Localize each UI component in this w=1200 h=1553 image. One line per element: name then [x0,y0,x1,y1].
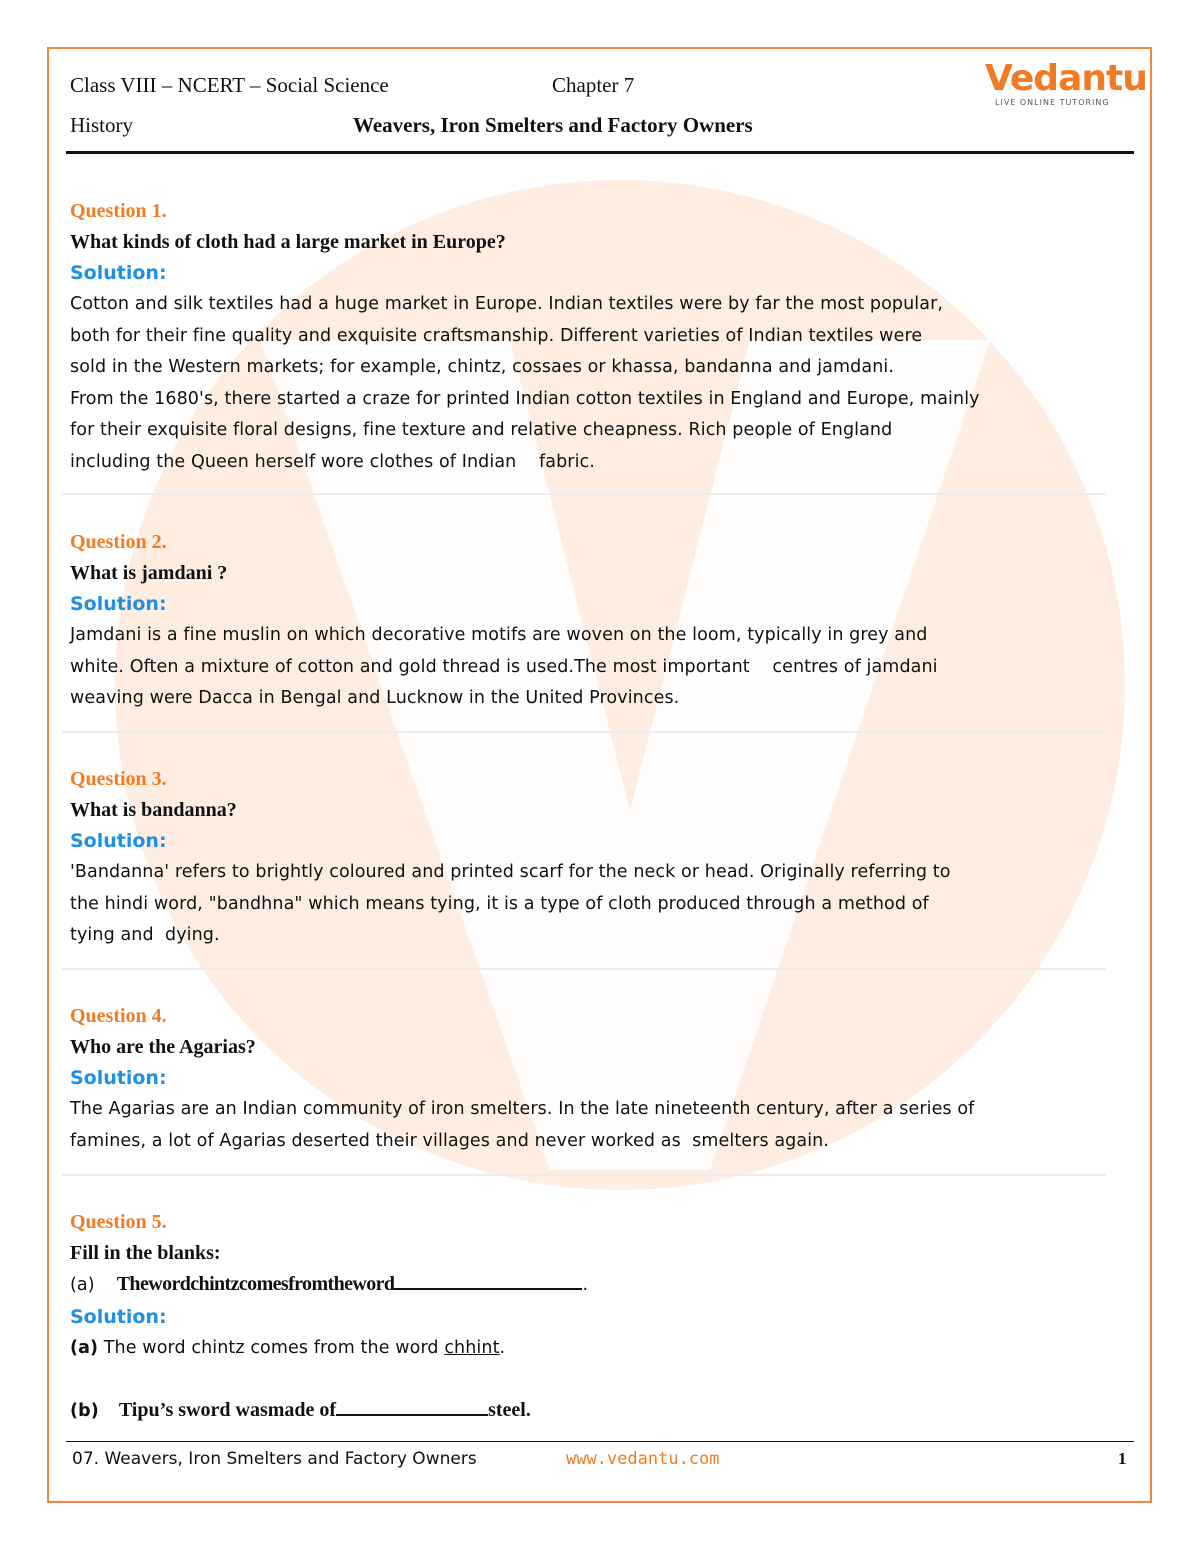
logo-wordmark: Vedantu [985,58,1147,99]
question-5-part-a [70,1269,1140,1302]
question-1-label: Question 1. [70,200,167,222]
answer-line: From the 1680's, there started a craze for printed Indian cotton textiles in England and Europe, mainly [70,388,980,409]
question-5-solution-label: Solution: [70,1305,167,1328]
section-divider [62,1174,1106,1176]
section-divider [62,493,1106,495]
answer-line: famines, a lot of Agarias deserted their villages and never worked as smelters again. [70,1130,830,1151]
header-chapter-title: Weavers, Iron Smelters and Factory Owners [353,113,753,137]
question-5-block [70,1207,1140,1428]
question-2-text: What is jamdani ? [70,562,228,584]
part-b-marker: (b) [70,1401,99,1421]
footer-chapter-name: 07. Weavers, Iron Smelters and Factory Owners [72,1449,477,1469]
question-5-text: Fill in the blanks: [70,1242,221,1264]
section-divider [62,731,1106,733]
vedantu-logo [985,58,1147,107]
answer-a-marker: (a) [70,1337,99,1358]
answer-line: both for their fine quality and exquisite craftsmanship. Different varieties of Indian textiles were [70,325,923,346]
answer-a-end: . [499,1337,506,1358]
page-number: 1 [1118,1449,1127,1468]
question-3-label: Question 3. [70,768,167,790]
question-3-answer [70,857,1140,952]
answer-line: the hindi word, "bandhna" which means tying, it is a type of cloth produced through a method of [70,893,929,914]
answer-line: tying and dying. [70,925,220,945]
answer-line: sold in the Western markets; for example, chintz, cossaes or khassa, bandanna and jamdani. [70,357,895,377]
question-1-text: What kinds of cloth had a large market in Europe? [70,231,506,253]
question-4-solution-label: Solution: [70,1067,167,1089]
question-2-label: Question 2. [70,531,167,553]
part-b-text: Tipu’s sword wasmade of [118,1399,337,1421]
part-a-marker: (a) [70,1275,95,1295]
answer-line: including the Queen herself wore clothes of Indian fabric. [70,451,595,472]
answer-line: white. Often a mixture of cotton and gold thread is used.The most important centres of jamdani [70,656,938,677]
section-divider [62,968,1106,970]
question-3-text: What is bandanna? [70,799,237,821]
question-1-block [70,196,1140,478]
question-5-label: Question 5. [70,1211,167,1233]
answer-line: The Agarias are an Indian community of iron smelters. In the late nineteenth century, after a series of [70,1099,975,1119]
fill-blank [394,1270,582,1290]
answer-a-text: The word chintz comes from the word [98,1337,445,1358]
header-rule [66,151,1134,154]
header-class-line: Class VIII – NCERT – Social Science [70,73,389,97]
header-subject: History [70,113,133,137]
question-2-solution-label: Solution: [70,593,167,615]
answer-line: Jamdani is a fine muslin on which decorative motifs are woven on the loom, typically in grey and [70,625,928,645]
answer-line: Cotton and silk textiles had a huge market in Europe. Indian textiles were by far the most popular, [70,294,944,314]
footer-website-link[interactable]: www.vedantu.com [566,1449,720,1469]
question-3-solution-label: Solution: [70,830,167,852]
part-a-end: . [582,1275,589,1295]
answer-line: for their exquisite floral designs, fine texture and relative cheapness. Rich people of England [70,420,893,440]
fill-blank [336,1396,488,1416]
question-1-solution-label: Solution: [70,262,167,284]
answer-line: 'Bandanna' refers to brightly coloured and printed scarf for the neck or head. Originally referring to [70,862,951,882]
question-5-part-b [70,1395,1140,1428]
logo-tagline: LIVE ONLINE TUTORING [995,98,1110,107]
part-b-end: steel. [488,1399,531,1421]
question-2-block [70,527,1140,715]
question-3-block [70,764,1140,952]
answer-a-word: chhint [444,1337,500,1358]
question-2-answer [70,620,1140,715]
question-4-text: Who are the Agarias? [70,1036,256,1058]
part-a-text: Thewordchintzcomesfromtheword [116,1273,395,1295]
question-4-answer [70,1094,1140,1157]
question-1-answer [70,289,1140,478]
question-4-label: Question 4. [70,1005,167,1027]
question-5-answer-a [70,1333,1140,1365]
footer-rule [66,1441,1134,1442]
header-chapter: Chapter 7 [552,73,635,97]
answer-line: weaving were Dacca in Bengal and Lucknow in the United Provinces. [70,688,680,708]
question-4-block [70,1001,1140,1157]
